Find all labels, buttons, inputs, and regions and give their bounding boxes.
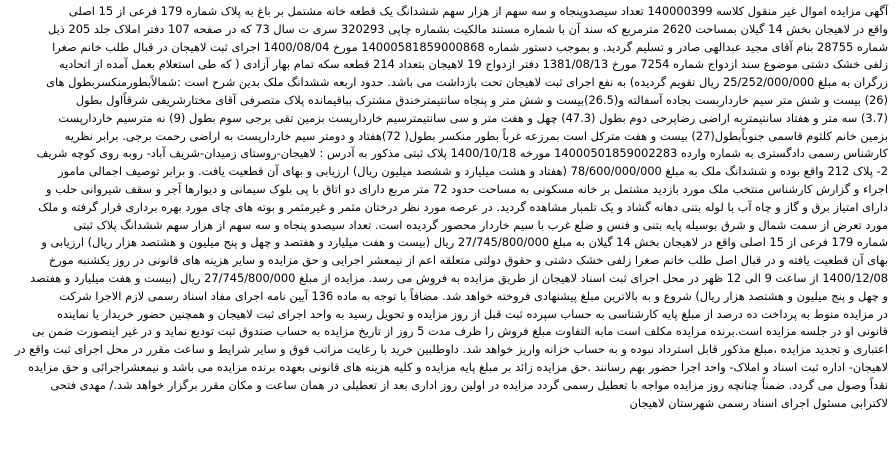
notice-line-15: بهای آن قطعیت یافته و در قبال اصل طلب خانم صغرا زلفی خشک دشتی و حقوق دولتی متعلقه اعم از نیمعشر اجرایی و حق مزایده و سایر هزینه های قانونی در روز یکشنبه مورخ	[48, 253, 888, 268]
notice-line-10: 2- پلاک 212 واقع بوده و ششدانگ ملک به مبلغ 78/600/000/000 (هفتاد و هشت میلیارد و ششصد میلیون ریال) ارزیابی و بهای آن قطعیت یافت. و برابر توصیف اجمالی مامور	[58, 164, 888, 179]
notice-line-12: دارای امتیاز برق و گاز و چاه آب با لوله بتنی دهانه گشاد و یک تلمبار مشاهده گردید. در عرصه مورد نظر درختان مثمر و غیرمثمر و بوته های چای مورد بهره برداری قرار گرفته و ملک	[38, 199, 888, 214]
notice-line-5: زرگران به مبلغ 25/252/000/000 ریال تقویم گردیده) به نفع اجرای ثبت لاهیجان تحت بازداشت می باشد. حدود اربعه ششدانگ ملک بدین شرح است :شمالاًبطورمنکسربطول های	[46, 75, 888, 90]
notice-line-9: کارشناس رسمی دادگستری به شماره وارده 14000501859002283 مورخه 1400/10/18 پلاک ثبتی مذکور به آدرس : لاهیجان-روستای زمیدان-شریف آباد- روبه روی کوچه شریف	[36, 146, 888, 161]
notice-line-4: زلفی خشک دشتی موضوع سند ازدواج شماره 7254 مورخ 1381/08/13 دفتر ازدواج 19 لاهیجان بتعداد 214 قطعه سکه تمام بهار آزادی ( که طی استعلام بعمل آمده از اتحادیه	[58, 57, 888, 72]
notice-line-3: شماره 28755 بنام آقای مجید عبدالهی صادر و تسلیم گردید. و بموجب دستور شماره 14000581859000868 مورخ 1400/08/04 اجرای ثبت لاهیجان در قبال طلب خانم صغرا	[52, 39, 888, 54]
notice-line-7: (3.7) سه متر و هفتاد سانتیمتربه اراضی رضاپرحی دوم بطول (47.3) چهل و هفت متر و سی سانتیمترسیم خاردارپست بزمین تقی برجی سوم بطول (9) نه مترسیم خاردارپست	[58, 110, 888, 125]
notice-line-2: واقع در لاهیجان بخش 14 گیلان بمساحت 2620 مترمربع که سند آن با شماره مستند مالکیت بشماره چاپی 320293 سری ت سال 73 که در صفحه 107 دفتر املاک جلد 205 ذیل	[47, 21, 888, 36]
notice-line-18: در مزایده منوط به پرداخت ده درصد از مبلغ پایه کارشناسی به حساب سپرده ثبت قبل از روز مزایده و تحویل رسید به واحد اجرای ثبت لاهیجان و همچنین حضور خریدار یا نماینده	[57, 306, 888, 321]
notice-line-19: قانونی او در جلسه مزایده است.برنده مزایده مکلف است مابه التفاوت مبلغ فروش را ظرف مدت 5 روز از تاریخ مزایده به حساب صندوق ثبت تودیع نماید و در غیر اینصورت ضمن بی	[31, 324, 888, 339]
notice-line-21: لاهیجان- اداره ثبت اسناد و املاک- واحد اجرا حضور بهم رسانند .حق مزایده زائد بر مبلغ پایه مزایده و کلیه هزینه های قانونی بعهده برنده مزایده می باشد و نیمعشراجرائی و حق مزایده	[28, 359, 888, 374]
notice-line-20: اعتباری و تجدید مزایده ،مبلغ مذکور قابل استرداد نبوده و به حساب خزانه واریز خواهد شد. داوطلبین خرید با رعایت مراتب فوق و سایر شرایط و ساعت مقرر در محل اجرای ثبت واقع در	[14, 342, 888, 357]
notice-line-14: شماره 179 فرعی از 15 اصلی واقع در لاهیجان بخش 14 گیلان به مبلغ 27/745/800/000 ریال (بیست و هفت میلیارد و هفتصد و چهل و پنج میلیون و هشتصد هزار ریال) ارزیابی و	[41, 235, 888, 250]
notice-line-1: آگهی مزایده اموال غیر منقول کلاسه 140000399 تعداد سیصدوپنجاه و سه سهم از هزار سهم ششدانگ یک قطعه خانه مشتمل بر باغ به پلاک شماره 179 فرعی از 15 اصلی	[68, 4, 888, 18]
notice-line-17: و چهل و پنج میلیون و هشتصد هزار ریال) شروع و به بالاترین مبلغ پیشنهادی فروخته خواهد شد. مضافاً با توجه به ماده 136 آیین نامه اجرای مفاد اسناد رسمی لازم الاجرا شرکت	[59, 288, 888, 303]
notice-line-16: 1400/12/08 از ساعت 9 الی 12 ظهر در محل اجرای ثبت اسناد لاهیجان از طریق مزایده به فروش می رسد. مزایده از مبلغ 27/745/800/000 ریال (بیست و هفت میلیارد و هفتصد	[30, 270, 888, 285]
notice-line-23: لاکترابی مسئول اجرای اسناد رسمی شهرستان لاهیجان	[629, 395, 888, 410]
notice-line-11: اجراء و گزارش کارشناس منتخب ملک مورد بازدید مشتمل بر خانه مسکونی به مساحت حدود 72 متر مربع دارای دو اتاق با پی بلوک سیمانی و دیوارها آجر و سقف شیروانی حلب و	[46, 181, 888, 196]
notice-line-8: بزمین خانم کلثوم قاسمی جنوباًبطول(27) بیست و هفت مترکل است بمرزعه غرباً بطور منکسر بطول( 72)هفتاد و دومتر سیم خاردارپست به اراضی رحمت برجی. برابر نظریه	[64, 128, 888, 143]
notice-line-6: (26) بیست و شش متر سیم خارداربست بجاده آسفالته و(26.5)بیست و شش متر و پنجاه سانتیمترخندق مشترک بباقیمانده پلاک متصرفی آقای مختارشریفی شرقاًاول بطول	[75, 92, 888, 107]
notice-line-13: مورد تعرض از سمت شمال و شرق بوسیله پایه بتنی و فنس و ضلع غرب با سیم خاردار محصور گردیده است. تعداد سیصدو پنجاه و سه سهم از هزار سهم ششدانگ پلاک ثبتی	[73, 217, 888, 232]
notice-line-22: نقداً وصول می گردد. ضمناً چنانچه روز مزایده مواجه با تعطیل رسمی گردد مزایده در اولین روز اداری بعد از تعطیلی در همان ساعت و مکان مقرر برگزار خواهد شد./ مهدی فتحی	[50, 377, 888, 392]
